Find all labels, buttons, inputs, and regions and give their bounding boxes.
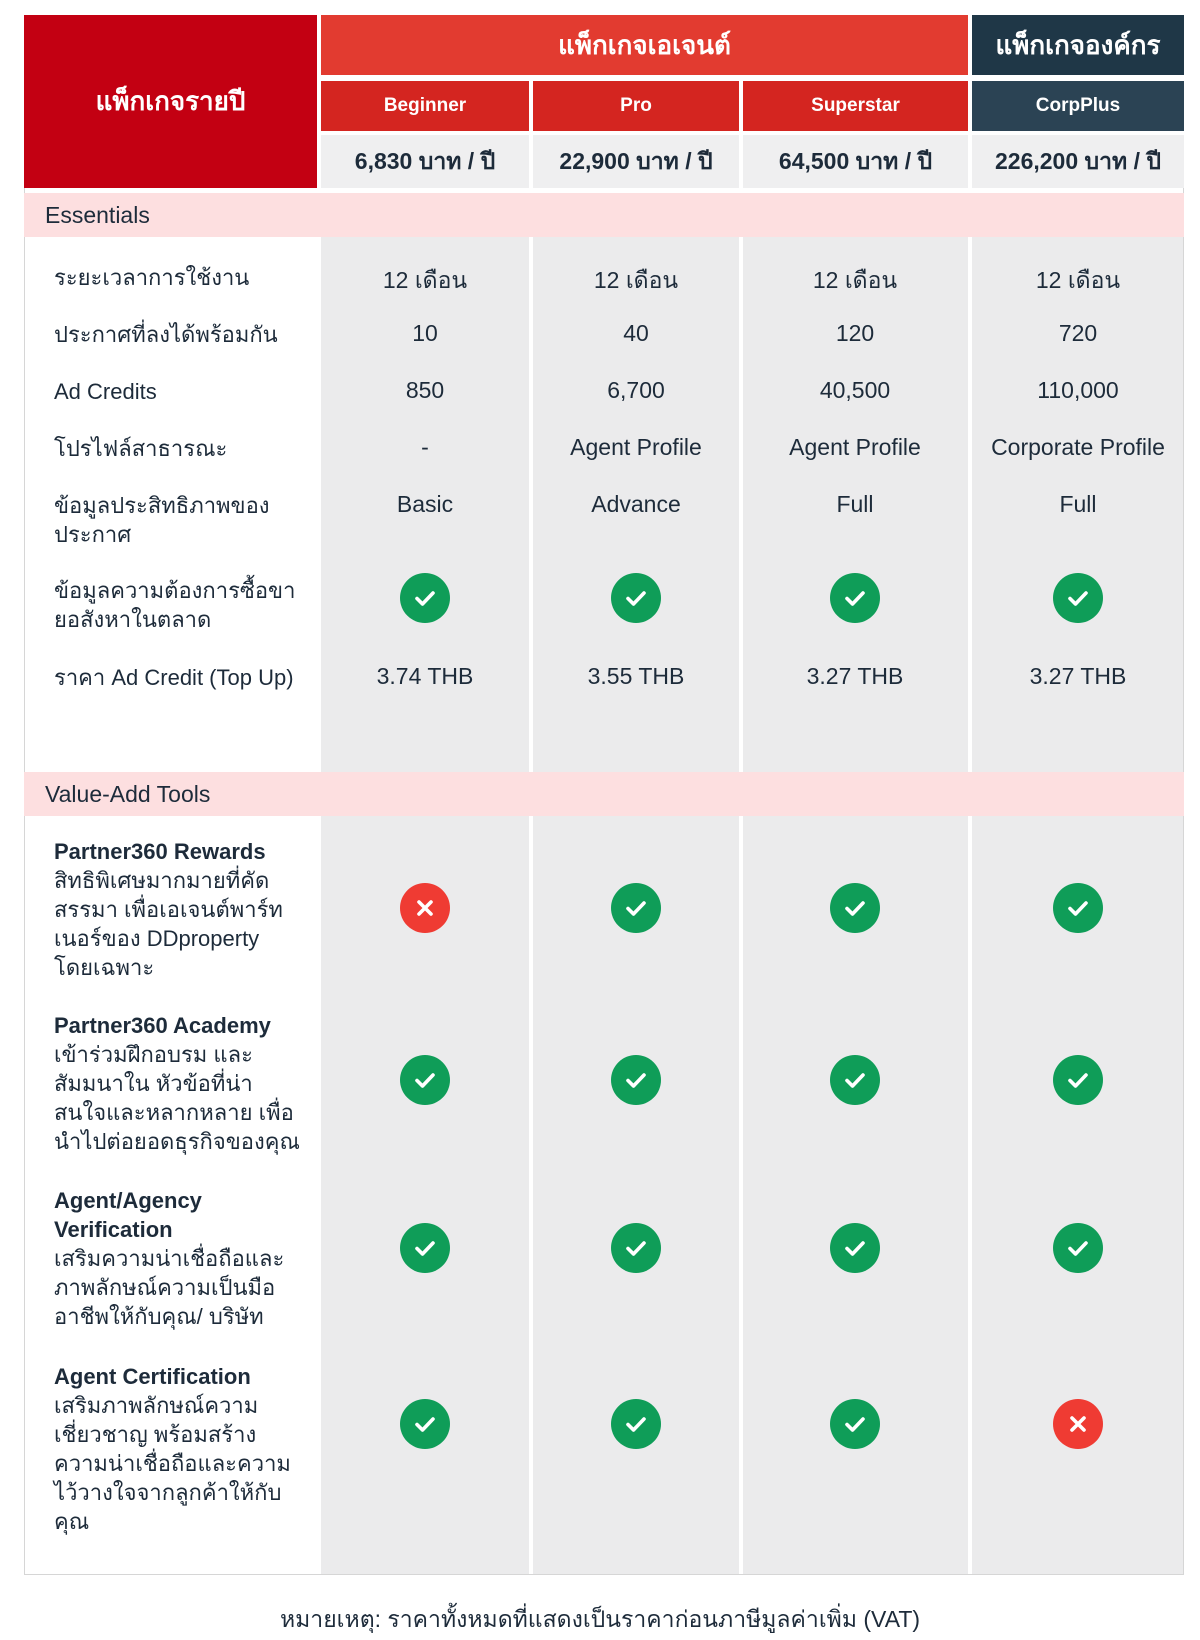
tool-partner360-academy	[54, 1011, 304, 1156]
check-icon	[400, 573, 450, 623]
tool-description: เสริมความน่าเชื่อถือและภาพลักษณ์ความเป็นมืออาชีพให้กับคุณ/ บริษัท	[54, 1246, 285, 1329]
tool-title: Agent Certification	[54, 1364, 251, 1389]
cell-performance-superstar: Full	[836, 491, 874, 517]
check-icon	[611, 573, 661, 623]
check-icon	[611, 883, 661, 933]
tool-title: Partner360 Academy	[54, 1013, 271, 1038]
cell-listings-corpplus: 720	[1058, 320, 1098, 346]
check-icon	[1053, 1223, 1103, 1273]
row-label-ad-credit-price: ราคา Ad Credit (Top Up)	[54, 665, 294, 690]
cell-duration-superstar: 12 เดือน	[812, 267, 898, 293]
tool-agent-verification	[54, 1186, 304, 1331]
cell-credit-price-beginner: 3.74 THB	[376, 663, 474, 689]
check-icon	[611, 1223, 661, 1273]
check-icon	[1053, 1055, 1103, 1105]
plan-price-superstar: 64,500 บาท / ปี	[743, 135, 968, 188]
check-icon	[1053, 883, 1103, 933]
cell-performance-beginner: Basic	[396, 491, 454, 517]
plan-name-superstar: Superstar	[743, 81, 968, 131]
corporate-package-group-header: แพ็กเกจองค์กร	[972, 15, 1184, 75]
vat-footnote: หมายเหตุ: ราคาทั้งหมดที่แสดงเป็นราคาก่อนภาษีมูลค่าเพิ่ม (VAT)	[279, 1606, 921, 1632]
cell-performance-pro: Advance	[591, 491, 681, 517]
cell-listings-superstar: 120	[835, 320, 875, 346]
check-icon	[400, 1055, 450, 1105]
check-icon	[830, 1399, 880, 1449]
section-essentials: Essentials	[24, 193, 1184, 237]
cell-profile-beginner: -	[421, 434, 429, 460]
cross-icon	[400, 883, 450, 933]
tool-description: เข้าร่วมฝึกอบรม และสัมมนาใน หัวข้อที่น่าสนใจและหลากหลาย เพื่อนำไปต่อยอดธุรกิจของคุณ	[54, 1042, 300, 1154]
cell-credits-superstar: 40,500	[819, 377, 891, 403]
check-icon	[400, 1223, 450, 1273]
plan-price-pro: 22,900 บาท / ปี	[533, 135, 739, 188]
agent-package-group-header: แพ็กเกจเอเจนต์	[321, 15, 968, 75]
tool-title: Partner360 Rewards	[54, 839, 266, 864]
cell-credits-beginner: 850	[405, 377, 445, 403]
row-label-public-profile: โปรไฟล์สาธารณะ	[54, 436, 228, 461]
cell-profile-superstar: Agent Profile	[789, 434, 921, 460]
check-icon	[1053, 573, 1103, 623]
tool-title: Agent/Agency Verification	[54, 1188, 202, 1242]
cell-duration-corpplus: 12 เดือน	[1035, 267, 1121, 293]
row-label-listing-performance: ข้อมูลประสิทธิภาพของประกาศ	[54, 493, 270, 547]
cross-icon	[1053, 1399, 1103, 1449]
check-icon	[611, 1055, 661, 1105]
check-icon	[830, 1055, 880, 1105]
plan-name-corpplus: CorpPlus	[972, 81, 1184, 131]
cell-duration-pro: 12 เดือน	[593, 267, 679, 293]
cell-credit-price-corpplus: 3.27 THB	[1029, 663, 1127, 689]
row-label-concurrent-listings: ประกาศที่ลงได้พร้อมกัน	[54, 322, 278, 347]
check-icon	[400, 1399, 450, 1449]
cell-listings-pro: 40	[623, 320, 649, 346]
plan-price-beginner: 6,830 บาท / ปี	[321, 135, 529, 188]
check-icon	[611, 1399, 661, 1449]
plan-name-pro: Pro	[533, 81, 739, 131]
cell-profile-corpplus: Corporate Profile	[991, 434, 1165, 460]
plan-name-beginner: Beginner	[321, 81, 529, 131]
tool-agent-certification	[54, 1362, 304, 1536]
check-icon	[830, 1223, 880, 1273]
cell-duration-beginner: 12 เดือน	[382, 267, 468, 293]
tool-partner360-rewards	[54, 837, 304, 982]
row-label-market-demand: ข้อมูลความต้องการซื้อขายอสังหาในตลาด	[54, 578, 296, 632]
cell-listings-beginner: 10	[412, 320, 438, 346]
check-icon	[830, 883, 880, 933]
row-label-ad-credits: Ad Credits	[54, 379, 157, 404]
plan-price-corpplus: 226,200 บาท / ปี	[972, 135, 1184, 188]
check-icon	[830, 573, 880, 623]
annual-package-header: แพ็กเกจรายปี	[24, 15, 317, 188]
cell-credits-pro: 6,700	[607, 377, 665, 403]
cell-credits-corpplus: 110,000	[1037, 377, 1119, 403]
tool-description: สิทธิพิเศษมากมายที่คัดสรรมา เพื่อเอเจนต์พาร์ทเนอร์ของ DDproperty โดยเฉพาะ	[54, 868, 283, 980]
cell-performance-corpplus: Full	[1059, 491, 1097, 517]
cell-credit-price-pro: 3.55 THB	[587, 663, 685, 689]
tool-description: เสริมภาพลักษณ์ความเชี่ยวชาญ พร้อมสร้างความน่าเชื่อถือและความไว้วางใจจากลูกค้าให้กับคุณ	[54, 1393, 291, 1534]
cell-credit-price-superstar: 3.27 THB	[806, 663, 904, 689]
row-label-duration: ระยะเวลาการใช้งาน	[54, 265, 250, 290]
cell-profile-pro: Agent Profile	[570, 434, 702, 460]
section-value-add-tools: Value-Add Tools	[24, 772, 1184, 816]
